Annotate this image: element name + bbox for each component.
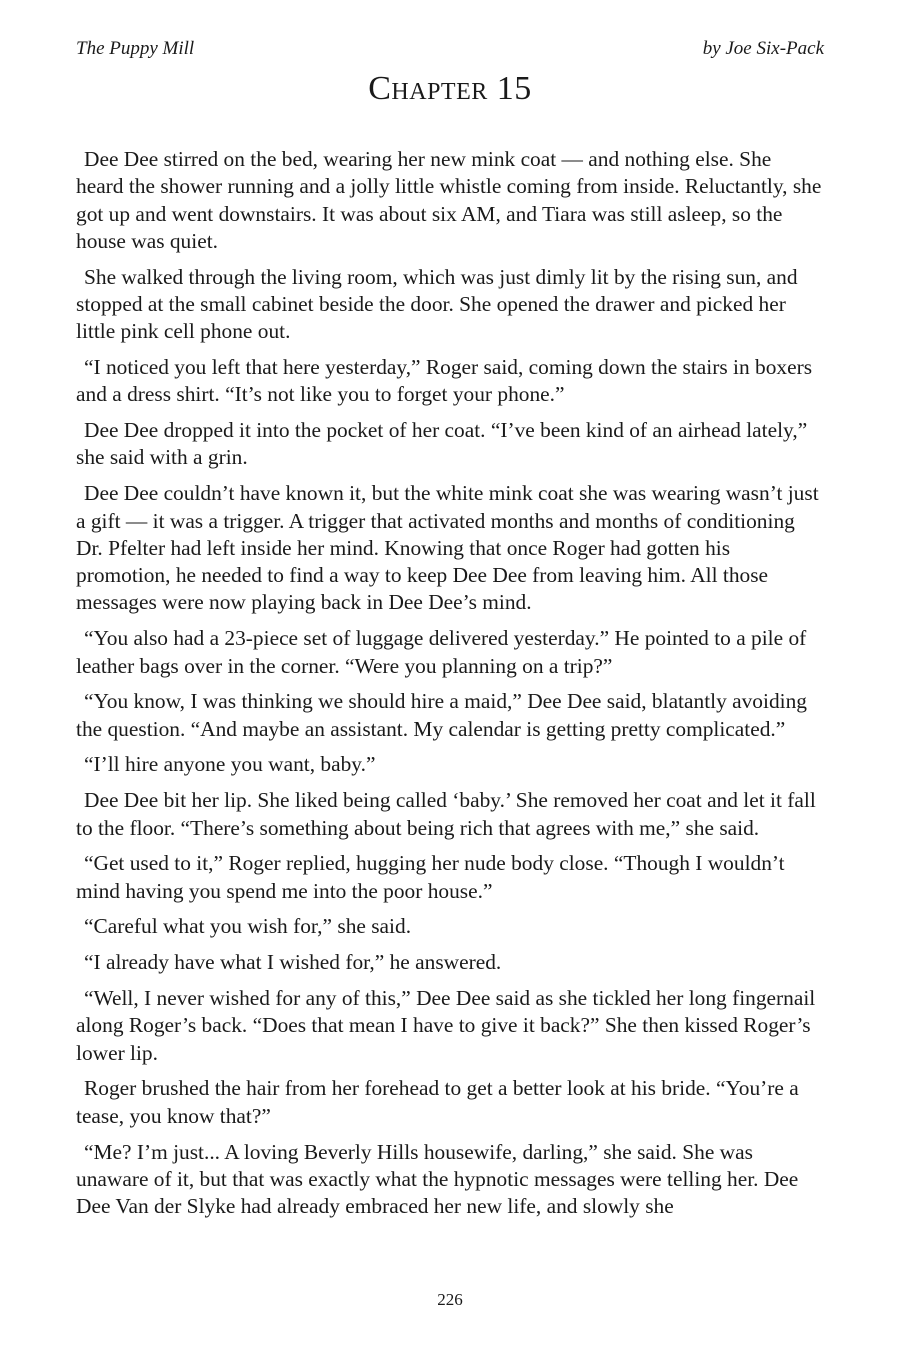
paragraph: “Get used to it,” Roger replied, hugging her nude body close. “Though I wouldn’t mind having you spend me into the poor house.” [76,851,785,903]
paragraph: Roger brushed the hair from her forehead to get a better look at his bride. “You’re a tease, you know that?” [76,1076,799,1128]
paragraph: “Well, I never wished for any of this,” Dee Dee said as she tickled her long fingernail along Roger’s back. “Does that mean I have to give it back?” She then kissed Roger’s lower lip. [76,986,816,1065]
page-number: 226 [437,1290,463,1309]
paragraph: “I noticed you left that here yesterday,” Roger said, coming down the stairs in boxers and a dress shirt. “It’s not like you to forget your phone.” [76,355,813,407]
chapter-body [76,146,824,1229]
paragraph: Dee Dee couldn’t have known it, but the white mink coat she was wearing wasn’t just a gift — it was a trigger. A trigger that activated months and months of conditioning Dr. Pfelter had left inside her mind. Knowing that once Roger had gotten his promotion, he needed to find a way to keep Dee Dee from leaving him. All those messages were now playing back in Dee Dee’s mind. [76,481,819,615]
paragraph: “I’ll hire anyone you want, baby.” [84,752,376,777]
paragraph: Dee Dee stirred on the bed, wearing her new mink coat — and nothing else. She heard the shower running and a jolly little whistle coming from inside. Reluctantly, she got up and went downstairs. It was about six AM, and Tiara was still asleep, so the house was quiet. [76,147,822,253]
paragraph: Dee Dee dropped it into the pocket of her coat. “I’ve been kind of an airhead lately,” she said with a grin. [76,418,808,470]
paragraph: “You also had a 23-piece set of luggage delivered yesterday.” He pointed to a pile of leather bags over in the corner. “Were you planning on a trip?” [76,626,807,678]
paragraph: “Careful what you wish for,” she said. [84,914,412,939]
author-name: by Joe Six-Pack [702,38,824,59]
running-header [76,38,824,60]
book-title: The Puppy Mill [76,38,195,59]
paragraph: She walked through the living room, which was just dimly lit by the rising sun, and stopped at the small cabinet beside the door. She opened the drawer and picked her little pink cell phone out. [76,264,798,344]
paragraph: “Me? I’m just... A loving Beverly Hills housewife, darling,” she said. She was unaware of it, but that was exactly what the hypnotic messages were telling her. Dee Dee Van der Slyke had already embraced her new life, and slowly she [76,1139,799,1219]
chapter-title: Chapter 15 [368,70,532,107]
paragraph: “I already have what I wished for,” he answered. [84,950,502,975]
paragraph: “You know, I was thinking we should hire a maid,” Dee Dee said, blatantly avoiding the question. “And maybe an assistant. My calendar is getting pretty complicated.” [76,689,807,741]
paragraph: Dee Dee bit her lip. She liked being called ‘baby.’ She removed her coat and let it fall to the floor. “There’s something about being rich that agrees with me,” she said. [76,788,816,840]
